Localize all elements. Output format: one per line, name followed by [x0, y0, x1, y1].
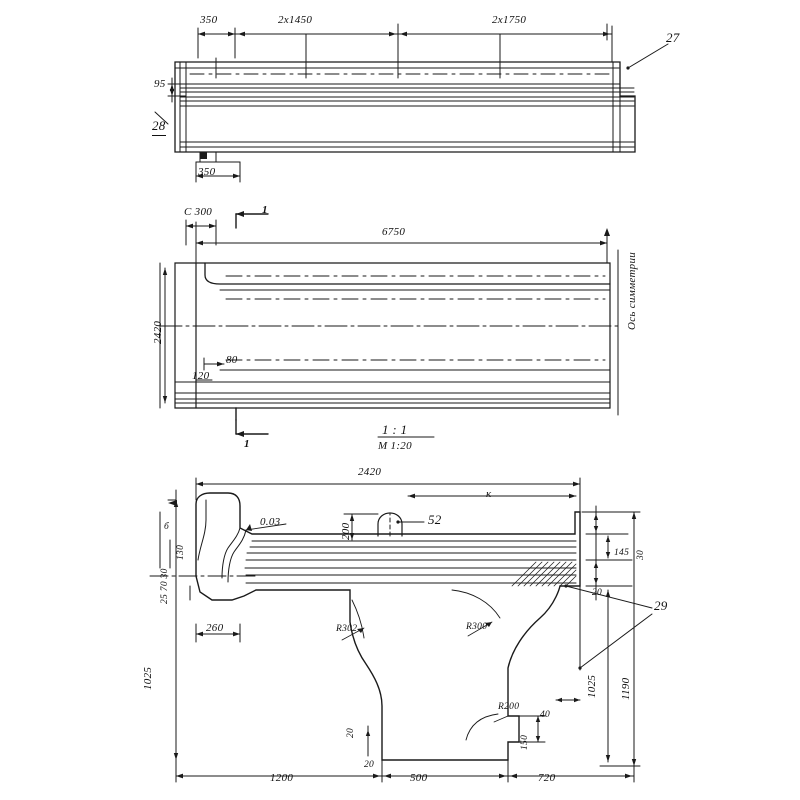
section-mark-1-top: 1 — [262, 204, 268, 216]
dim-2x1750: 2х1750 — [492, 14, 527, 26]
dim-2420-side: 2420 — [152, 320, 164, 344]
dim-2x1450: 2х1450 — [278, 14, 313, 26]
dim-k: к — [486, 488, 492, 500]
callout-52: 52 — [428, 512, 442, 527]
callout-29: 29 — [654, 598, 668, 613]
cross-section-geometry — [150, 478, 652, 782]
dim-1025-left: 1025 — [142, 666, 154, 690]
dim-200: 200 — [340, 522, 352, 540]
dim-500: 500 — [410, 772, 428, 784]
dim-95: 95 — [154, 78, 166, 90]
scale-ratio: 1 : 1 — [382, 422, 408, 437]
dim-720: 720 — [538, 772, 556, 784]
dim-260: 260 — [206, 622, 224, 634]
dim-150: 150 — [520, 734, 530, 750]
dim-350-top: 350 — [200, 14, 218, 26]
dim-145: 145 — [614, 548, 630, 558]
dim-130: 130 — [176, 544, 186, 560]
dim-1025-right: 1025 — [586, 674, 598, 698]
dim-1200: 1200 — [270, 772, 294, 784]
dim-350-bottom: 350 — [198, 166, 216, 178]
dim-slope-003: 0.03 — [260, 516, 281, 528]
radius-r200: R200 — [498, 702, 520, 712]
dim-30-right: 30 — [636, 549, 646, 560]
dim-b: б — [164, 522, 170, 532]
scale-m: М 1:20 — [378, 440, 412, 452]
axis-of-symmetry-label: Ось симметрии — [626, 251, 638, 330]
dim-c300: С 300 — [184, 206, 213, 218]
side-view-geometry — [160, 211, 618, 437]
radius-r300: R300 — [466, 622, 488, 632]
dim-40: 40 — [540, 710, 551, 720]
dim-1190: 1190 — [620, 677, 632, 700]
dim-120: 120 — [192, 370, 210, 382]
dim-20-right: 20 — [592, 588, 603, 598]
top-view-geometry — [155, 24, 668, 182]
dim-6750: 6750 — [382, 226, 406, 238]
callout-27: 27 — [666, 30, 680, 45]
dim-2420: 2420 — [358, 466, 382, 478]
dim-25-70-30: 25 70 30 — [160, 568, 170, 604]
radius-r302: R302 — [336, 624, 358, 634]
callout-28: 28 — [152, 118, 166, 136]
dim-20-low: 20 — [346, 727, 356, 738]
dim-20-bottom: 20 — [364, 760, 375, 770]
dim-80: 80 — [226, 354, 238, 366]
section-mark-1-bottom: 1 — [244, 438, 250, 450]
